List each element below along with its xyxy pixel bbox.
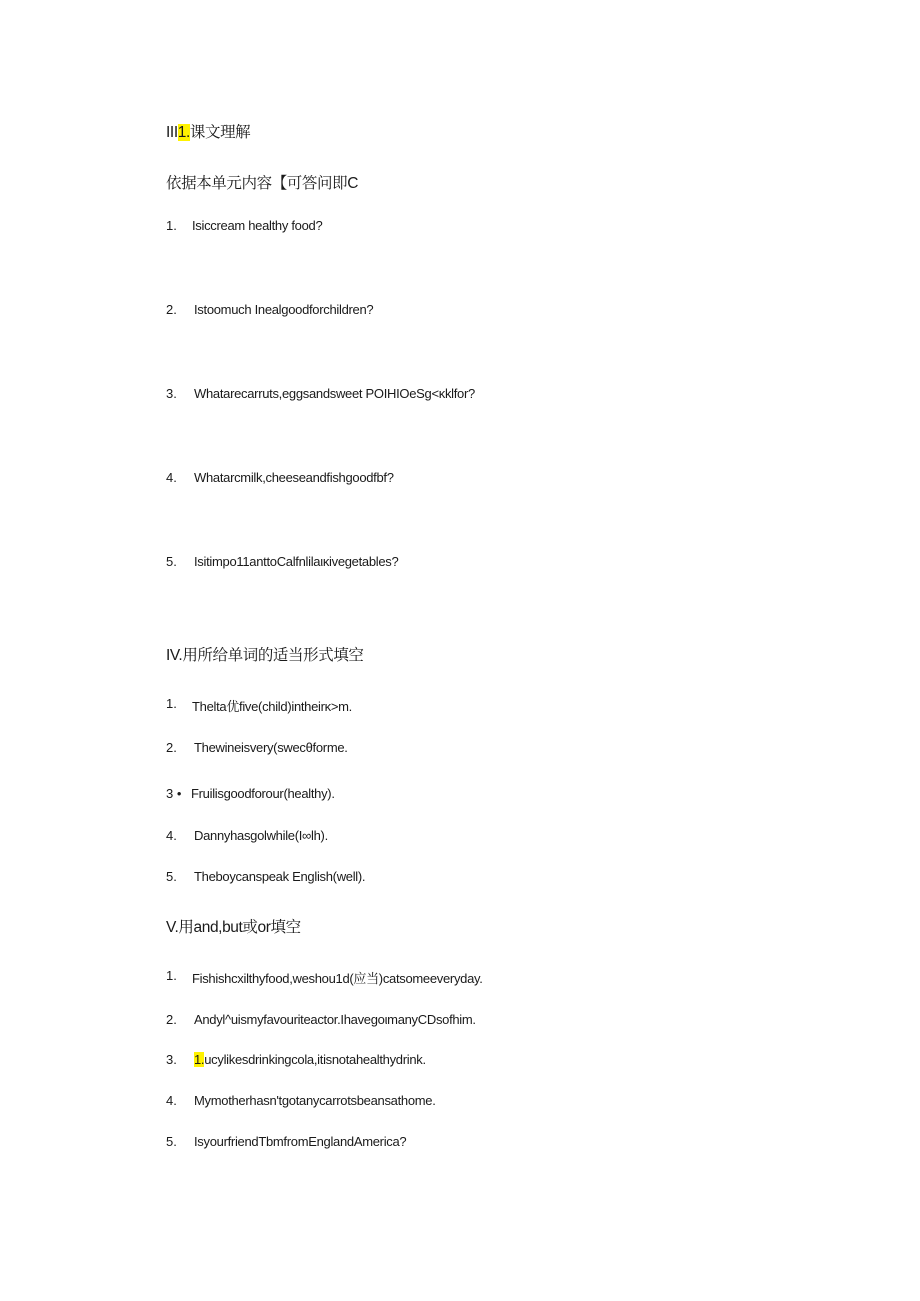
- question-number: 2.: [166, 302, 177, 317]
- question-text: Mymotherhasn'tgotanycarrotsbeansathome.: [194, 1093, 436, 1108]
- section-4-heading: IV.用所给单词的适当形式填空: [166, 647, 364, 664]
- question-text: Whatarcmilk,cheeseandfishgoodfbf?: [194, 470, 394, 485]
- section-3-heading: [166, 120, 250, 142]
- question-number: 3 •: [166, 786, 182, 801]
- question-number: 5.: [166, 1134, 177, 1149]
- question-number: 1.: [166, 968, 177, 983]
- question-text: Whatarecarruts,eggsandsweet POIHIOeSg<κklfor?: [194, 386, 475, 401]
- question-text: IsyourfriendTbmfromEnglandAmerica?: [194, 1134, 407, 1149]
- question-number: 4.: [166, 470, 177, 485]
- question-number: 3.: [166, 386, 177, 401]
- question-text: Fishishcxilthyfood,weshou1d(应当)catsomeeveryday.: [192, 971, 483, 986]
- question-text: Thelta优five(child)intheirκ>m.: [192, 699, 352, 714]
- question-text: Fruilisgoodforour(healthy).: [191, 786, 335, 801]
- question-text: Isiccream healthy food?: [192, 218, 323, 233]
- question-text: Isitimpo11anttoCalfnlilaικivegetables?: [194, 554, 399, 569]
- question-text: [194, 1052, 426, 1067]
- question-text: Istoomuch Inealgoodforchildren?: [194, 302, 374, 317]
- question-number: 2.: [166, 740, 177, 755]
- question-text: Andyl^uismyfavouriteactor.IhavegoιmanyCDsofhim.: [194, 1012, 476, 1027]
- question-number: 1.: [166, 218, 177, 233]
- question-number: 1.: [166, 696, 177, 711]
- question-number: 2.: [166, 1012, 177, 1027]
- question-number: 4.: [166, 1093, 177, 1108]
- question-text-rest: ucylikesdrinkingcola,itisnotahealthydrink.: [204, 1052, 426, 1067]
- question-text: Theboycanspeak English(well).: [194, 869, 366, 884]
- section-3-heading-highlight: 1.: [177, 124, 190, 141]
- question-number: 4.: [166, 828, 177, 843]
- question-text: Thewineisvery(swecθforme.: [194, 740, 348, 755]
- section-3-heading-prefix: III: [166, 124, 178, 141]
- question-number: 5.: [166, 869, 177, 884]
- question-number: 5.: [166, 554, 177, 569]
- section-5-heading: V.用and,but或or填空: [166, 919, 301, 936]
- question-text: Dannyhasgolwhile(I∞lh).: [194, 828, 328, 843]
- highlighted-text: 1.: [194, 1052, 205, 1067]
- section-3-heading-title: 课文理解: [189, 124, 251, 141]
- section-3-instruction: 依据本单元内容【可答问即C: [166, 175, 358, 192]
- question-number: 3.: [166, 1052, 177, 1067]
